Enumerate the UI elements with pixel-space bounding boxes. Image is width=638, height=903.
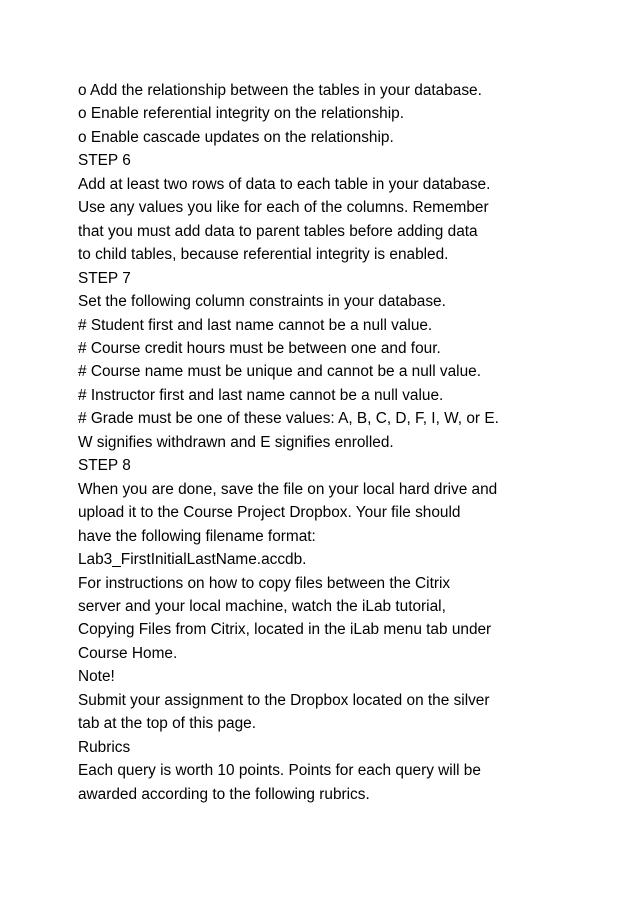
step-6-text-line: Use any values you like for each of the columns. Remember xyxy=(78,199,489,217)
rubrics-text-line: awarded according to the following rubrics. xyxy=(78,785,370,803)
constraint-grade-values: # Grade must be one of these values: A, B, C, D, F, I, W, or E. xyxy=(78,410,499,428)
constraint-grade-note: W signifies withdrawn and E signifies enrolled. xyxy=(78,433,394,451)
instructions-text-line: For instructions on how to copy files between the Citrix xyxy=(78,574,451,592)
step-7-text-line: Set the following column constraints in your database. xyxy=(78,293,446,311)
bullet-enable-cascade-updates: o Enable cascade updates on the relationship. xyxy=(78,128,394,146)
bullet-enable-referential-integrity: o Enable referential integrity on the relationship. xyxy=(78,105,404,123)
note-heading: Note! xyxy=(78,668,115,686)
instructions-text-line: server and your local machine, watch the iLab tutorial, xyxy=(78,597,446,615)
step-8-text-line: When you are done, save the file on your local hard drive and xyxy=(78,480,498,498)
rubrics-heading: Rubrics xyxy=(78,738,131,756)
step-7-heading: STEP 7 xyxy=(78,269,131,287)
instructions-text-line: Course Home. xyxy=(78,644,178,662)
constraint-instructor-name: # Instructor first and last name cannot be a null value. xyxy=(78,386,444,404)
rubrics-text-line: Each query is worth 10 points. Points for each query will be xyxy=(78,762,481,780)
step-6-heading: STEP 6 xyxy=(78,152,131,170)
note-text-line: Submit your assignment to the Dropbox located on the silver xyxy=(78,691,490,709)
instructions-text-line: Copying Files from Citrix, located in the iLab menu tab under xyxy=(78,621,492,639)
document-body xyxy=(78,79,578,806)
constraint-student-name: # Student first and last name cannot be a null value. xyxy=(78,316,433,334)
step-8-text-line: have the following filename format: xyxy=(78,527,316,545)
note-text-line: tab at the top of this page. xyxy=(78,715,256,733)
step-6-text-line: Add at least two rows of data to each table in your database. xyxy=(78,175,491,193)
step-8-text-line: upload it to the Course Project Dropbox. Your file should xyxy=(78,504,461,522)
filename-format: Lab3_FirstInitialLastName.accdb. xyxy=(78,551,307,569)
step-6-text-line: that you must add data to parent tables before adding data xyxy=(78,222,478,240)
step-8-heading: STEP 8 xyxy=(78,457,131,475)
step-6-text-line: to child tables, because referential integrity is enabled. xyxy=(78,246,449,264)
constraint-course-credit-hours: # Course credit hours must be between one and four. xyxy=(78,339,441,357)
bullet-add-relationship: o Add the relationship between the tables in your database. xyxy=(78,82,482,99)
constraint-course-name: # Course name must be unique and cannot be a null value. xyxy=(78,363,481,381)
